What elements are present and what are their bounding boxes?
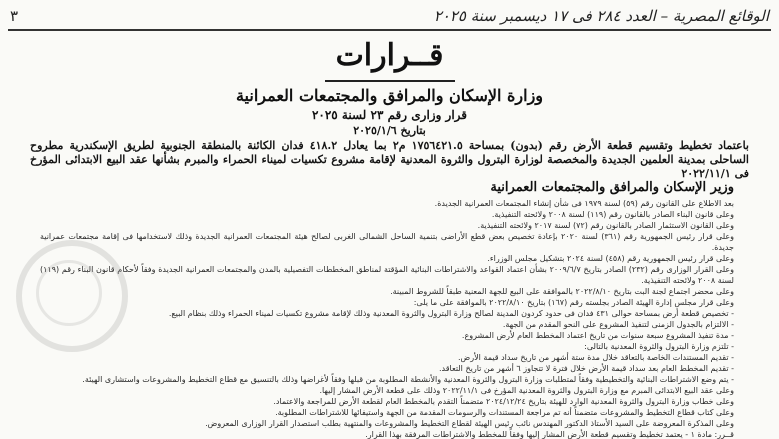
body-paragraph: وعلى خطاب وزارة البترول والثروة المعدنية الوارد للهيئة بتاريخ ٢٠٢٤/١٢/٢٤ متضمناً التقدم بالمخطط العام لقطعة الأرض للمراجعة والاعتماد. bbox=[273, 397, 734, 406]
ministry-heading: وزارة الإسكان والمرافق والمجتمعات العمرانية bbox=[235, 86, 544, 105]
body-paragraph: - مدة تنفيذ المشروع سبعة سنوات من تاريخ اعتماد المخطط العام لأرض المشروع. bbox=[461, 331, 734, 340]
body-paragraph: وعلى المذكرة المعروضة على السيد الأستاذ الدكتور المهندس نائب رئيس الهيئة لقطاع التخطيط والمشروعات والمنتهية بطلب استصدار القرار الوزارى المعروض. bbox=[205, 419, 734, 428]
body-paragraph: - يتم وضع الاشتراطات البنائية والتخطيطية وفقاً لمتطلبات وزارة البترول والثروة المعدنية والأنشطة المطلوبة من قبلها وفقاً لأغراضها وذلك بالتنسيق مع قطاع التخطيط والمشروعات واستشارى الهيئة. bbox=[82, 375, 734, 384]
body-paragraph: - الالتزام بالجدول الزمنى لتنفيذ المشروع على النحو المقدم من الجهة. bbox=[502, 320, 734, 329]
body-paragraph: وعلى القرار الوزارى رقم (٢٣٢) الصادر بتاريخ ٢٠٠٩/٦/٧ بشأن اعتماد القواعد والاشتراطات البنائية المؤقتة لمناطق المخططات التفصيلية بالمدن والمجتمعات العمرانية الجديدة وفقاً لأحكام قانون البناء رقم (١١٩) لسنة ٢٠٠٨ ولائحته التنفيذية. bbox=[40, 265, 734, 285]
body-paragraph: وعلى القانون الاستثمار الصادر بالقانون رقم (٧٢) لسنة ٢٠١٧ ولائحته التنفيذية. bbox=[477, 221, 734, 230]
section-title: قــرارات bbox=[335, 38, 444, 73]
publication-line: الوقائع المصرية – العدد ٢٨٤ فى ١٧ ديسمبر سنة ٢٠٢٥ bbox=[433, 7, 769, 25]
running-header bbox=[10, 6, 769, 26]
body-paragraph: قــرر: مادة ١ - يعتمد تخطيط وتقسيم قطعة الأرض المشار إليها وفقاً للمخطط والاشتراطات المرفقة بهذا القرار. bbox=[365, 430, 734, 439]
body-paragraph: وعلى عقد البيع الابتدائى المبرم مع وزارة البترول والثروة المعدنية المؤرخ فى ٢٠٢٢/١١/١ وذلك على قطعة الأرض المشار إليها. bbox=[319, 386, 734, 395]
body-paragraph: - تخصيص قطعة أرض بمساحة حوالى ٤٣١ فدان فى حدود كردون المدينة لصالح وزارة البترول والثروة المعدنية وذلك لإقامة مشروع تكسيات لميناء الحمراء وذلك بنظام البيع. bbox=[168, 309, 734, 318]
page-number: ٣ bbox=[10, 7, 19, 25]
body-paragraph: وعلى قرار مجلس إدارة الهيئة الصادر بجلسته رقم (١٦٧) بتاريخ ٢٠٢٢/٨/١٠ بالموافقة على ما يلى: bbox=[413, 298, 734, 307]
body-paragraph: وعلى كتاب قطاع التخطيط والمشروعات متضمناً أنه تم مراجعة المستندات والرسومات المقدمة من الجهة واستيفائها للاشتراطات المطلوبة. bbox=[275, 408, 734, 417]
decree-number: قرار وزارى رقم ٢٣ لسنة ٢٠٢٥ bbox=[311, 108, 468, 122]
title-underline bbox=[325, 80, 455, 82]
body-paragraph: وعلى قرار رئيس الجمهورية رقم (٤٥٨) لسنة ٢٠٢٤ بتشكيل مجلس الوزراء. bbox=[487, 254, 734, 263]
body-paragraph: - تقديم المستندات الخاصة بالتعاقد خلال مدة ستة أشهر من تاريخ سداد قيمة الأرض. bbox=[458, 353, 734, 362]
minister-heading: وزير الإسكان والمرافق والمجتمعات العمرانية bbox=[490, 180, 734, 195]
body-paragraph: بعد الاطلاع على القانون رقم (٥٩) لسنة ١٩٧٩ فى شأن إنشاء المجتمعات العمرانية الجديدة. bbox=[434, 199, 734, 208]
body-paragraph: وعلى قرار رئيس الجمهورية رقم (٣٦١) لسنة ٢٠٢٠ بإعادة تخصيص بعض قطع الأراضى بتنمية الساحل الشمالى الغربى لصالح هيئة المجتمعات العمرانية الجديدة وذلك لاستخدامها فى إقامة مجتمعات عمرانية جديدة. bbox=[40, 232, 734, 252]
body-paragraph: وعلى محضر اجتماع لجنة البت بتاريخ ٢٠٢٢/٨/١٠ بالموافقة على البيع للجهة المعنية طبقاً للشروط المبينة. bbox=[390, 287, 734, 296]
decree-body bbox=[40, 198, 734, 439]
decree-date: بتاريخ ٢٠٢٥/١/٦ bbox=[353, 124, 426, 137]
body-paragraph: - تلتزم وزارة البترول والثروة المعدنية بالتالى: bbox=[584, 342, 734, 351]
decree-preamble: باعتماد تخطيط وتقسيم قطعة الأرض رقم (بدون) بمساحة ١٧٥٦٤٢١.٥ م٢ بما يعادل ٤١٨.٢ فدان الكائنة بالمنطقة الجنوبية لطريق الإسكندرية مطروح الساحلى بمدينة العلمين الجديدة والمخصصة لوزارة البترول والثروة المعدنية لإقامة مشروع تكسيات لميناء الحمراء والمبرم بشأنها عقد البيع الابتدائى المؤرخ فى ٢٠٢٢/١١/١ bbox=[30, 139, 749, 180]
body-paragraph: وعلى قانون البناء الصادر بالقانون رقم (١١٩) لسنة ٢٠٠٨ ولائحته التنفيذية. bbox=[491, 210, 734, 219]
header-rule bbox=[8, 29, 771, 31]
body-paragraph: - تقديم المخطط العام بعد سداد قيمة الأرض خلال فترة لا تتجاوز ٦ أشهر من تاريخ التعاقد. bbox=[438, 364, 734, 373]
